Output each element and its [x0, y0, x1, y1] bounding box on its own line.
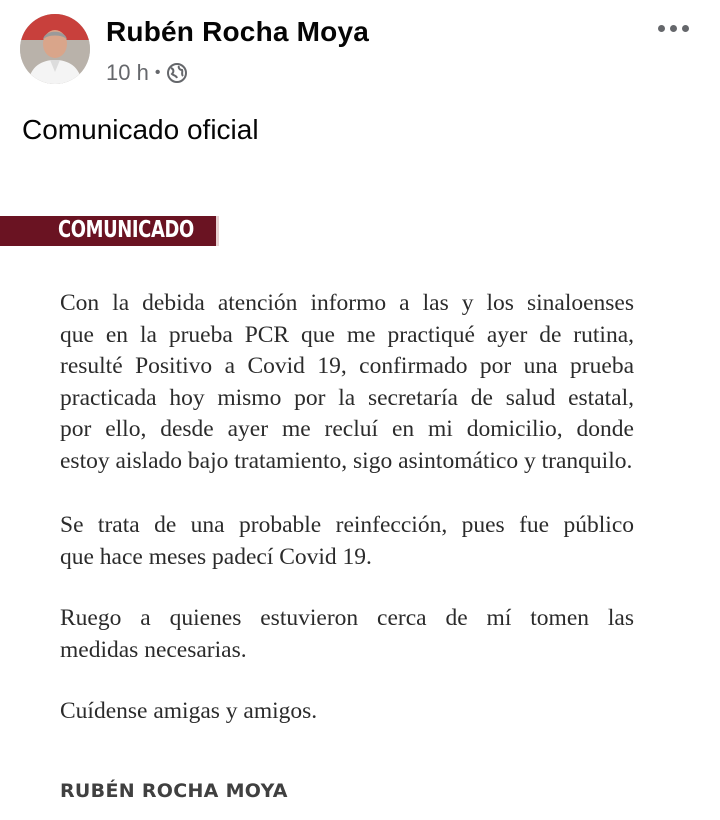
paragraph-line: que en la prueba PCR que me practiqué ayer de rutina, — [60, 321, 634, 348]
paragraph-reinfection — [60, 510, 634, 573]
paragraph-line: por ello, desde ayer me recluí en mi domicilio, donde — [60, 416, 634, 442]
paragraph-line: estoy aislado bajo tratamiento, sigo asintomático y tranquilo. — [60, 447, 633, 474]
paragraph-line: Cuídense amigas y amigos. — [60, 698, 318, 724]
post-text: Comunicado oficial — [22, 114, 259, 145]
paragraph-line: que hace meses padecí Covid 19. — [60, 543, 372, 570]
post-header — [0, 0, 720, 100]
communique-banner — [0, 216, 216, 246]
post-time[interactable]: 10 h — [106, 60, 149, 85]
more-options-button[interactable] — [650, 10, 696, 46]
paragraph-line: medidas necesarias. — [60, 636, 247, 663]
paragraph-closing — [60, 696, 634, 728]
communique-image[interactable] — [0, 190, 720, 820]
author-name[interactable]: Rubén Rocha Moya — [106, 16, 370, 47]
more-dot — [658, 25, 665, 32]
globe-icon[interactable] — [166, 62, 188, 84]
more-dot — [682, 25, 689, 32]
post-meta — [106, 59, 188, 87]
paragraph-announcement — [60, 288, 634, 477]
paragraph-line: resulté Positivo a Covid 19, confirmado por una prueba — [60, 353, 634, 379]
banner-title: COMUNICADO — [58, 217, 194, 243]
paragraph-line: Con la debida atención informo a las y los sinaloenses — [60, 290, 634, 316]
meta-separator: • — [154, 64, 161, 81]
avatar-image — [20, 14, 90, 84]
more-dot — [670, 25, 677, 32]
signature: RUBÉN ROCHA MOYA — [60, 780, 288, 802]
paragraph-request — [60, 603, 634, 666]
paragraph-line: practicada hoy mismo por la secretaría de salud estatal, — [60, 384, 634, 411]
paragraph-line: Ruego a quienes estuvieron cerca de mí tomen las — [60, 605, 634, 631]
avatar[interactable] — [20, 14, 90, 84]
paragraph-line: Se trata de una probable reinfección, pues fue público — [60, 512, 634, 538]
